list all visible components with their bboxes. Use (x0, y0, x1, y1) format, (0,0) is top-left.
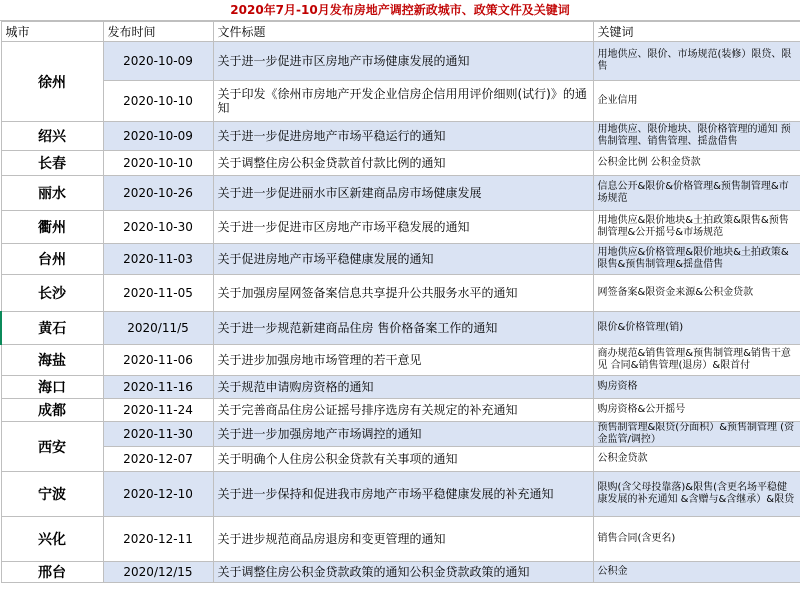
doc-title-cell: 关于进一步保持和促进我市房地产市场平稳健康发展的补充通知 (213, 472, 593, 517)
doc-title-cell: 关于明确个人住房公积金贷款有关事项的通知 (213, 447, 593, 472)
date-cell: 2020-11-06 (103, 345, 213, 376)
doc-title-cell: 关于完善商品住房公证摇号排序选房有关规定的补充通知 (213, 399, 593, 422)
city-cell: 成都 (1, 399, 103, 422)
city-cell: 黄石 (1, 312, 103, 345)
date-cell: 2020-11-03 (103, 244, 213, 275)
doc-title-cell: 关于加强房屋网签备案信息共享提升公共服务水平的通知 (213, 275, 593, 312)
keywords-cell: 企业信用 (593, 81, 800, 122)
keywords-cell: 限价&价格管理(销) (593, 312, 800, 345)
keywords-cell: 信息公开&限价&价格管理&预售制管理&市场规范 (593, 176, 800, 211)
date-cell: 2020-10-09 (103, 122, 213, 151)
city-cell: 徐州 (1, 42, 103, 122)
table-row (1, 211, 800, 244)
city-cell: 海盐 (1, 345, 103, 376)
keywords-cell: 购房资格&公开摇号 (593, 399, 800, 422)
date-cell: 2020-12-10 (103, 472, 213, 517)
table-row (1, 399, 800, 422)
header-date: 发布时间 (103, 22, 213, 42)
doc-title-cell: 关于进一步促进市区房地产市场平稳发展的通知 (213, 211, 593, 244)
date-cell: 2020-10-30 (103, 211, 213, 244)
date-cell: 2020-12-07 (103, 447, 213, 472)
keywords-cell: 购房资格 (593, 376, 800, 399)
keywords-cell: 公积金贷款 (593, 447, 800, 472)
header-row (1, 22, 800, 42)
table-row (1, 176, 800, 211)
doc-title-cell: 关于进一步加强房地产市场调控的通知 (213, 422, 593, 447)
city-cell: 海口 (1, 376, 103, 399)
city-cell: 长沙 (1, 275, 103, 312)
table-row (1, 275, 800, 312)
city-cell: 兴化 (1, 517, 103, 562)
date-cell: 2020-10-10 (103, 151, 213, 176)
doc-title-cell: 关于进一步规范新建商品住房 售价格备案工作的通知 (213, 312, 593, 345)
table-row (1, 562, 800, 583)
city-cell: 丽水 (1, 176, 103, 211)
table-row (1, 151, 800, 176)
doc-title-cell: 关于进一步促进房地产市场平稳运行的通知 (213, 122, 593, 151)
date-cell: 2020/12/15 (103, 562, 213, 583)
date-cell: 2020-10-09 (103, 42, 213, 81)
table-row (1, 447, 800, 472)
table-row (1, 345, 800, 376)
table-row (1, 81, 800, 122)
header-city: 城市 (1, 22, 103, 42)
table-row (1, 244, 800, 275)
date-cell: 2020-11-16 (103, 376, 213, 399)
keywords-cell: 限购(含父母投靠落)&限售(含更名场平稳健康发展的补充通知 &含赠与&含继承）&限贷 (593, 472, 800, 517)
city-cell: 长春 (1, 151, 103, 176)
city-cell: 邢台 (1, 562, 103, 583)
doc-title-cell: 关于促进房地产市场平稳健康发展的通知 (213, 244, 593, 275)
keywords-cell: 商办规范&销售管理&预售制管理&销售干意见 合同&销售管理(退房）&限首付 (593, 345, 800, 376)
header-doc: 文件标题 (213, 22, 593, 42)
table-row (1, 472, 800, 517)
date-cell: 2020/11/5 (103, 312, 213, 345)
keywords-cell: 销售合同(含更名) (593, 517, 800, 562)
table-row (1, 122, 800, 151)
doc-title-cell: 关于进一步促进市区房地产市场健康发展的通知 (213, 42, 593, 81)
keywords-cell: 用地供应&限价地块&土拍政策&限售&预售制管理&公开摇号&市场规范 (593, 211, 800, 244)
date-cell: 2020-12-11 (103, 517, 213, 562)
city-cell: 台州 (1, 244, 103, 275)
city-cell: 衢州 (1, 211, 103, 244)
table-title: 2020年7月-10月发布房地产调控新政城市、政策文件及关键词 (0, 0, 800, 21)
table-row (1, 517, 800, 562)
doc-title-cell: 关于印发《徐州市房地产开发企业信房企信用用评价细则(试行)》的通知 (213, 81, 593, 122)
keywords-cell: 用地供应、限价地块、限价格管理的通知 预售制管理、销售管理、揺盘借售 (593, 122, 800, 151)
doc-title-cell: 关于调整住房公积金贷款首付款比例的通知 (213, 151, 593, 176)
table-row (1, 312, 800, 345)
keywords-cell: 公积金比例 公积金贷款 (593, 151, 800, 176)
doc-title-cell: 关于进步加强房地市场管理的若干意见 (213, 345, 593, 376)
keywords-cell: 用地供应、限价、市场规范(装修）限贷、限售 (593, 42, 800, 81)
table-row (1, 422, 800, 447)
keywords-cell: 预售制管理&限贷(分面积）&预售制管理 (资金监管/调控） (593, 422, 800, 447)
city-cell: 宁波 (1, 472, 103, 517)
doc-title-cell: 关于进步规范商品房退房和变更管理的通知 (213, 517, 593, 562)
doc-title-cell: 关于调整住房公积金贷款政策的通知公积金贷款政策的通知 (213, 562, 593, 583)
city-cell: 绍兴 (1, 122, 103, 151)
doc-title-cell: 关于规范申请购房资格的通知 (213, 376, 593, 399)
date-cell: 2020-10-10 (103, 81, 213, 122)
date-cell: 2020-11-24 (103, 399, 213, 422)
city-cell: 西安 (1, 422, 103, 472)
keywords-cell: 用地供应&价格管理&限价地块&土拍政策&限售&预售制管理&揺盘借售 (593, 244, 800, 275)
date-cell: 2020-11-30 (103, 422, 213, 447)
table-row (1, 376, 800, 399)
table-row (1, 42, 800, 81)
policy-table (0, 21, 800, 583)
keywords-cell: 网签备案&限资金来源&公积金贷款 (593, 275, 800, 312)
date-cell: 2020-10-26 (103, 176, 213, 211)
keywords-cell: 公积金 (593, 562, 800, 583)
doc-title-cell: 关于进一步促进丽水市区新建商品房市场健康发展 (213, 176, 593, 211)
date-cell: 2020-11-05 (103, 275, 213, 312)
header-keywords: 关键词 (593, 22, 800, 42)
